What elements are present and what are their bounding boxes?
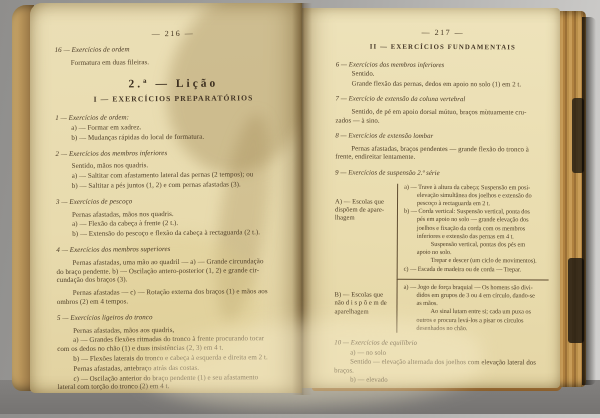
text-line: desenhados no chão.: [416, 324, 468, 332]
text-line: Pernas afastadas, braços pendentes — grande flexão do tronco à: [351, 145, 529, 154]
text-line: as mãos.: [416, 300, 438, 308]
text-line: a) — Saltitar com afastamento lateral das pernas (2 tempos); ou: [71, 170, 254, 181]
text-line: A) — Escolas que: [335, 197, 385, 206]
text-line: 2.ª — Lição: [128, 77, 219, 90]
text-line: Sentido — elevação alternada dos joelhos com elevação lateral dos: [350, 358, 536, 367]
text-line: apoio no solo.: [416, 249, 452, 257]
page-right-top-text: [335, 43, 550, 179]
text-line: a) — Flexão da cabeça à frente (2 t.).: [72, 219, 179, 229]
text-line: 2 — Exercícios dos membros inferiores: [55, 148, 168, 158]
page-left-text: [55, 44, 295, 392]
text-line: do braço pendente. b) — Oscilação antero-posterior (1, 2) e grande cir-: [56, 265, 260, 276]
text-line: didos em grupos de 3 ou 4 em círculo, dando-se: [416, 291, 535, 300]
text-line: Trepar e descer (um ciclo de movimentos).: [430, 257, 537, 265]
text-line: 9 — Exercícios de suspensão 2.ª série: [335, 169, 440, 177]
text-line: Ao sinal lutam entre si; cada um puxa os: [430, 308, 531, 316]
text-line: Sentido, mãos nos quadris.: [71, 161, 149, 171]
text-line: não d i s p õ e m de: [334, 299, 387, 307]
text-line: Grande flexão das pernas, dedos em apoio no solo (1) em 2 t.: [351, 80, 522, 89]
text-line: I — EXERCÍCIOS PREPARATÓRIOS: [93, 93, 254, 105]
text-line: a) — Jogo de força braquial — Os homens são divi-: [403, 283, 533, 292]
text-line: Formatura em duas fileiras.: [70, 58, 150, 67]
text-line: Pernas afastadas, mãos nos quadris.: [71, 209, 174, 219]
page-right-content: [334, 27, 550, 386]
text-line: 5 — Exercícios ligeiros do tronco: [56, 312, 153, 322]
text-line: 7 — Exercício de extensão da coluna vertebral: [335, 95, 466, 104]
text-line: com os dedos no chão (1) e duas insistências (2, 3) em 4 t.: [57, 343, 224, 354]
text-line: cundação dos braços (3).: [56, 275, 128, 285]
text-line: c) — Oscilação anterior do braço pendente (1) e seu afastamento: [73, 372, 259, 383]
text-line: 10 — Exercícios de equilíbrio: [334, 339, 418, 347]
page-left-content: [54, 28, 294, 392]
text-line: Pernas afastadas, mãos aos quadris,: [73, 325, 175, 335]
text-line: B) — Escolas que: [334, 291, 384, 299]
text-line: elevação simultânea dos joelhos e extensão do: [417, 191, 532, 200]
book-edge-shadow: [582, 17, 596, 385]
text-line: Pernas afastadas, uma mão ao quadril — a) — Grande circundação: [72, 256, 264, 267]
text-line: Sentido.: [351, 70, 375, 78]
text-line: Pernas afastadas, antebraço atrás das costas.: [73, 363, 200, 373]
text-line: a) — Trave à altura da cabeça; Suspensão em posi-: [404, 183, 531, 191]
text-line: frente, endireitar lentamente.: [335, 153, 416, 162]
text-line: 4 — Exercícios dos membros superiores: [56, 244, 171, 254]
open-book: [12, 3, 586, 395]
text-line: pescoço à rectaguarda em 2 t.: [417, 199, 491, 208]
page-left-216: [30, 3, 302, 393]
text-line: b) — Extensão do pescoço e flexão da cabeça à rectaguarda (2 t.).: [72, 228, 261, 239]
page-number-left: — 216 —: [151, 28, 195, 39]
apparatus-label-a: [335, 183, 397, 279]
text-line: braços.: [334, 367, 354, 375]
text-line: Sentido, de pé em apoio dorsal mútuo, braços mùtuamente cru-: [351, 108, 527, 117]
text-line: b) — Flexões laterais do tronco e cabeça à esquerda e direita em 2 t.: [73, 353, 268, 363]
text-line: b) — Saltitar a pés juntos (1, 2) e com pernas afastadas (3).: [71, 180, 241, 190]
text-line: 6 — Exercícios dos membros inferiores: [335, 61, 445, 69]
text-line: outros e procura levá-los a pisar os círculos: [416, 316, 524, 325]
text-line: c) — Escada de madeira ou de corda — Trepar.: [403, 265, 522, 273]
text-line: a) — no solo: [350, 349, 387, 357]
text-line: ombros (2) em 4 tempos.: [56, 297, 129, 306]
text-line: 8 — Exercícios de extensão lombar: [335, 132, 434, 141]
text-line: Pernas afastadas — c) — Rotação externa dos braços (1) e mãos aos: [72, 287, 268, 298]
text-line: a) — Grandes flexões ritmadas do tronco à frente procurando tocar: [73, 334, 265, 345]
text-line: 1 — Exercícios de ordem:: [55, 113, 130, 123]
text-line: b) — Corda vertical: Suspensão vertical, ponta dos: [403, 207, 530, 216]
text-line: a) — Formar em xadrez.: [71, 123, 142, 132]
text-line: Suspensão vertical, pontas dos pés em: [430, 240, 526, 249]
apparatus-content-b: [396, 279, 548, 334]
text-line: 3 — Exercícios de pescoço: [55, 197, 133, 206]
text-line: b) — elevado: [350, 376, 388, 385]
apparatus-label-b: [334, 278, 396, 333]
text-line: inferiores e extensão das pernas em 4 t.: [416, 232, 514, 241]
apparatus-table: [334, 183, 549, 334]
text-line: 16 — Exercícios de ordem: [54, 45, 130, 55]
text-line: lateral com torção do tronco (2) em 4 t.: [57, 382, 170, 392]
text-line: II — EXERCÍCIOS FUNDAMENTAIS: [369, 43, 516, 52]
text-line: aparelhagem: [334, 308, 369, 316]
text-line: dispõem de apare-: [334, 206, 385, 214]
page-right-bottom-text: [334, 339, 548, 386]
page-right-217: [302, 8, 560, 388]
apparatus-row-a: [335, 183, 549, 279]
apparatus-content-a: [397, 183, 549, 279]
text-line: lhagem: [334, 214, 355, 222]
page-number-right: — 217 —: [421, 27, 465, 38]
text-line: zados — à sino.: [335, 117, 380, 125]
text-line: joelhos e fixação da corda com os membros: [416, 224, 526, 232]
apparatus-row-b: [334, 278, 548, 333]
text-line: b) — Mudanças rápidas do local de formatura.: [71, 132, 205, 142]
text-line: pés em apoio no solo — grande elevação dos: [416, 216, 529, 224]
